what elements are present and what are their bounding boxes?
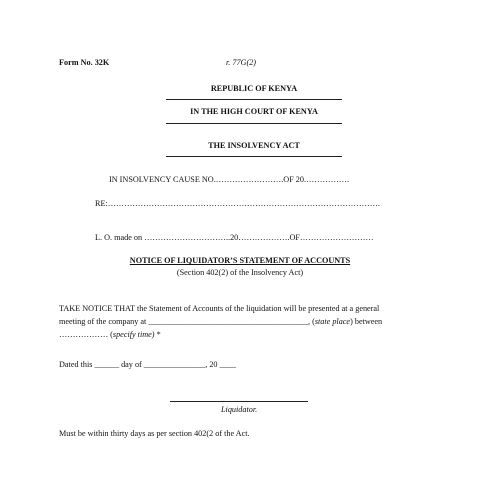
notice-body-line-1: TAKE NOTICE THAT the Statement of Accounts of the liquidation will be presented at a general xyxy=(59,304,380,313)
title-act-underline xyxy=(166,156,342,157)
between-text: ) between xyxy=(350,317,383,326)
title-court: IN THE HIGH COURT OF KENYA xyxy=(190,107,318,116)
notice-body-line-2 xyxy=(59,315,431,328)
meeting-place-text: meeting of the company at _______________________________________, ( xyxy=(59,317,315,326)
form-number: Form No. 32K xyxy=(59,58,110,67)
liquidation-order-line: L. O. made on …………………………..20……………….OF……………………… xyxy=(95,233,374,242)
title-court-underline xyxy=(166,123,342,124)
signature-label: Liquidator. xyxy=(221,405,258,414)
notice-body-line-3 xyxy=(59,328,431,341)
state-place-label: state place xyxy=(314,317,351,326)
notice-heading: NOTICE OF LIQUIDATOR’S STATEMENT OF ACCOUNTS xyxy=(129,256,351,265)
specify-time-label: specify time) xyxy=(112,330,155,339)
re-line: RE:………………………………………………………………………………………. xyxy=(95,199,380,208)
notice-body xyxy=(59,302,431,341)
rule-reference: r. 77G(2) xyxy=(226,58,257,67)
signature-line xyxy=(170,401,308,402)
time-blank-text: ……………… ( xyxy=(59,330,113,339)
notice-subheading: (Section 402(2) of the Insolvency Act) xyxy=(176,268,304,277)
title-republic-underline xyxy=(166,99,342,100)
title-republic: REPUBLIC OF KENYA xyxy=(210,84,298,93)
insolvency-cause-line: IN INSOLVENCY CAUSE NO.…………………….OF 20.……………. xyxy=(109,175,350,184)
dated-line: Dated this ______ day of _______________, 20 ____ xyxy=(59,360,236,369)
footnote: Must be within thirty days as per section 402(2 of the Act. xyxy=(59,429,250,438)
asterisk-text: * xyxy=(154,330,161,339)
title-act: THE INSOLVENCY ACT xyxy=(208,141,300,150)
